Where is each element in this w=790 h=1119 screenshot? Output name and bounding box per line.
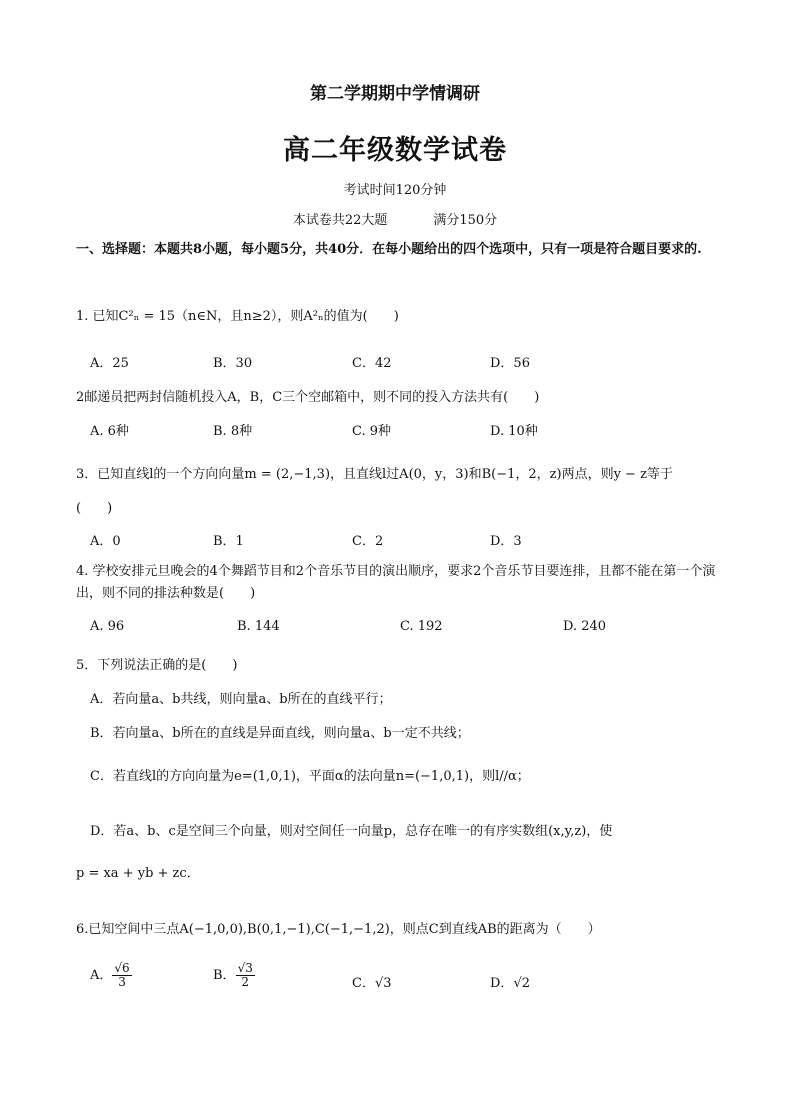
q4-option-d: D. 240: [563, 619, 607, 634]
q1-option-a: A．25: [90, 356, 129, 371]
exam-info: [0, 209, 790, 228]
q6-option-b-numerator: √3: [237, 961, 253, 975]
q6-option-d-label: D．: [490, 976, 514, 991]
question-5-stem: 5．下列说法正确的是( ): [76, 658, 238, 673]
q6-option-b: [213, 962, 255, 989]
question-count: 本试卷共22大题: [292, 213, 388, 228]
q3-option-c: C．2: [352, 534, 384, 549]
question-6-stem: 6.已知空间中三点A(−1,0,0),B(0,1,−1),C(−1,−1,2)，则点C到直线AB的距离为（ ）: [76, 922, 601, 937]
q2-option-b: B. 8种: [213, 424, 253, 439]
q6-option-d: [490, 972, 530, 991]
q2-option-a: A. 6种: [90, 424, 129, 439]
q2-option-c: C. 9种: [352, 424, 392, 439]
full-score: 满分150分: [433, 213, 498, 228]
q6-option-a: [90, 962, 132, 989]
q5-option-a: A．若向量a、b共线，则向量a、b所在的直线平行；: [90, 692, 392, 707]
q1-option-c: C．42: [352, 356, 392, 371]
q1-option-b: B．30: [213, 356, 253, 371]
question-2-stem: 2邮递员把两封信随机投入A，B，C三个空邮箱中，则不同的投入方法共有( ): [76, 390, 540, 405]
exam-subtitle: 第二学期期中学情调研: [310, 84, 480, 104]
q6-option-a-label: A．: [90, 968, 113, 983]
q6-option-b-denominator: 2: [241, 975, 250, 989]
q3-option-b: B．1: [213, 534, 244, 549]
question-3-stem-cont: ( ): [76, 501, 113, 516]
q5-option-d: D．若a、b、c是空间三个向量，则对空间任一向量p，总存在唯一的有序实数组(x,y,z)，使: [90, 824, 613, 839]
q6-option-a-denominator: 3: [118, 975, 126, 989]
q6-option-b-fraction: [236, 962, 255, 989]
q2-option-d: D. 10种: [490, 424, 538, 439]
q5-option-c: C．若直线l的方向向量为e=(1,0,1)，平面α的法向量n=(−1,0,1)，则l//α；: [90, 769, 530, 784]
q4-option-a: A. 96: [90, 619, 125, 634]
q4-option-b: B. 144: [237, 619, 280, 634]
exam-title: 高二年级数学试卷: [283, 135, 507, 166]
q6-option-a-numerator: √6: [114, 961, 130, 975]
q3-option-d: D．3: [490, 534, 522, 549]
q6-option-d-value: √2: [513, 976, 530, 991]
exam-time: 考试时间120分钟: [343, 183, 447, 198]
q5-option-b: B．若向量a、b所在的直线是异面直线，则向量a、b一定不共线；: [90, 726, 470, 741]
q6-option-c-value: √3: [374, 976, 392, 991]
question-4-stem: 4. 学校安排元旦晚会的4个舞蹈节目和2个音乐节目的演出顺序，要求2个音乐节目要连排，且都不能在第一个演出，则不同的排法种数是( ): [76, 564, 716, 601]
question-3-stem: 3．已知直线l的一个方向向量m = (2,−1,3)，且直线l过A(0，y，3)和B(−1，2，z)两点，则y − z等于: [76, 467, 673, 482]
q6-option-a-fraction: [112, 962, 131, 989]
q3-option-a: A．0: [90, 534, 121, 549]
q1-option-d: D．56: [490, 356, 530, 371]
q6-option-c-label: C．: [352, 976, 375, 991]
q4-option-c: C. 192: [400, 619, 443, 634]
question-1-stem: 1. 已知C²ₙ = 15（n∈N，且n≥2），则A²ₙ的值为( ): [76, 309, 399, 324]
q6-option-c: [352, 972, 392, 991]
q6-option-b-label: B．: [213, 968, 236, 983]
section-heading: 一、选择题：本题共8小题，每小题5分，共40分．在每小题给出的四个选项中，只有一项是符合题目要求的.: [76, 242, 702, 257]
q5-option-d-cont: p = xa + yb + zc．: [76, 866, 200, 881]
